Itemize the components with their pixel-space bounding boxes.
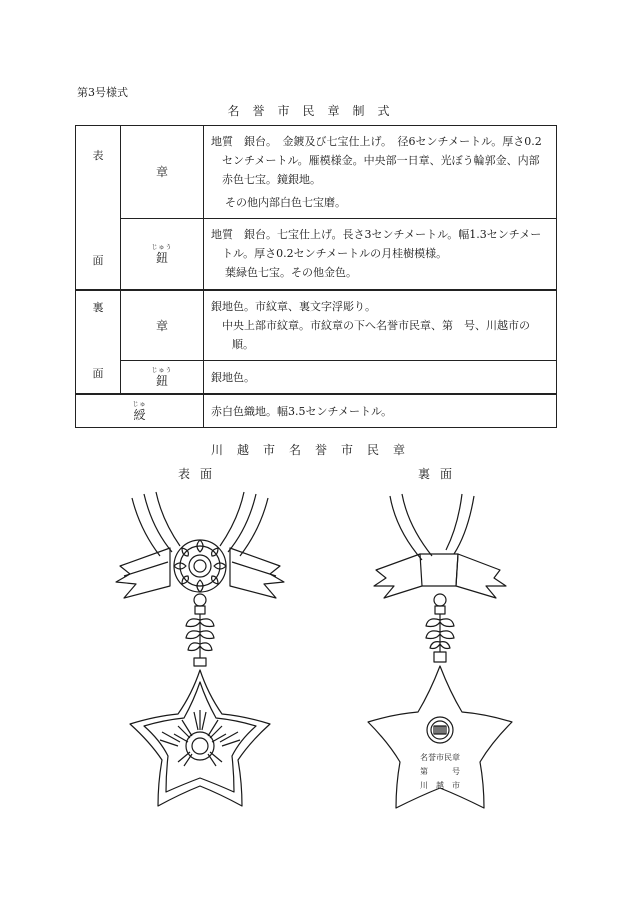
- back-badge-line-1: 銀地色。市紋章、裏文字浮彫り。: [211, 300, 376, 313]
- front-clasp-line-2: 葉緑色七宝。その他金色。: [225, 266, 357, 279]
- form-number: 第3号様式: [77, 86, 128, 99]
- ring: [194, 594, 206, 606]
- figure-title: 川越市名誉市民章: [210, 443, 419, 457]
- ribbon-ruby: じゅ: [132, 400, 147, 408]
- front-badge-line-2: その他内部白色七宝磨。: [225, 196, 346, 209]
- front-view-label: 表面: [178, 467, 223, 481]
- back-ribbon-straps: [390, 494, 474, 560]
- front-badge-item: 章: [121, 126, 204, 219]
- ribbon-kanji: 綬: [133, 407, 146, 422]
- rosette: [174, 540, 226, 592]
- back-inscription-number-prefix: 第: [420, 767, 428, 776]
- front-clasp-ruby: じゅう: [151, 243, 173, 251]
- back-clasp-item: [121, 361, 204, 395]
- back-inscription-city: 川 越 市: [420, 781, 460, 790]
- front-badge-desc: [204, 126, 557, 219]
- back-ring: [434, 594, 446, 606]
- back-clasp-desc: [204, 361, 557, 395]
- back-ribbon-bow: [374, 554, 506, 598]
- document-title: 名誉市民章制式: [227, 104, 403, 118]
- back-inscription-line-1: 名誉市民章: [420, 753, 460, 762]
- front-clasp-line-1: 地質 銀台。七宝仕上げ。長さ3センチメートル。幅1.3センチメートル。厚さ0.2センチメートルの月桂樹模様。: [211, 228, 542, 260]
- star-badge: [130, 670, 270, 806]
- front-side-cell: [76, 126, 121, 291]
- front-clasp-item: [121, 219, 204, 291]
- back-medal-illustration: [350, 490, 530, 810]
- front-medal-illustration: [110, 490, 290, 810]
- back-clasp-ruby: じゅう: [151, 366, 173, 374]
- laurel-clasp: [186, 606, 214, 666]
- front-badge-line-1: 地質 銀台。 金鍍及び七宝仕上げ。 径6センチメートル。厚さ0.2センチメートル。雁模様金。中央部一日章、光ぼう輪郭金、内部赤色七宝。鏡銀地。: [211, 135, 542, 186]
- front-clasp-desc: [204, 219, 557, 291]
- front-clasp-kanji: 鈕: [155, 250, 168, 265]
- ribbon-desc: [204, 394, 557, 428]
- city-crest-emblem: [427, 717, 453, 743]
- back-badge-line-2: 中央上部市紋章。市紋章の下へ名誉市民章、第 号、川越市の順。: [222, 319, 530, 351]
- ribbon-line-1: 赤白色織地。幅3.5センチメートル。: [211, 404, 393, 418]
- back-badge-desc: [204, 290, 557, 361]
- back-side-cell: [76, 290, 121, 394]
- back-clasp-line-1: 銀地色。: [211, 370, 255, 384]
- back-badge-item: 章: [121, 290, 204, 361]
- back-label-bottom: 面: [92, 367, 104, 380]
- front-label-bottom: 面: [92, 254, 104, 267]
- back-laurel-clasp: [426, 606, 454, 662]
- back-inscription-number-suffix: 号: [452, 767, 460, 776]
- specification-table: [75, 125, 557, 428]
- back-clasp-kanji: 鈕: [155, 373, 168, 388]
- front-label-top: 表: [92, 149, 104, 162]
- ribbon-item: [76, 394, 204, 428]
- back-label-top: 裏: [92, 301, 104, 314]
- back-view-label: 裏面: [418, 467, 463, 481]
